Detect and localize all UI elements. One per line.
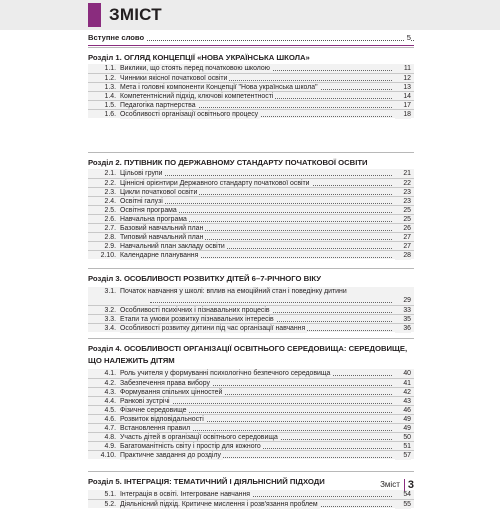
section-title: ОГЛЯД КОНЦЕПЦІЇ «НОВА УКРАЇНСЬКА ШКОЛА» <box>123 53 310 62</box>
toc-entry[interactable] <box>88 378 414 387</box>
entry-page: 13 <box>395 83 411 92</box>
entry-page: 35 <box>395 315 411 324</box>
intro-page: 5 <box>406 33 411 42</box>
section-heading-text <box>88 273 321 284</box>
entry-number: 5.2. <box>104 501 116 508</box>
entry-number: 4.8. <box>104 434 116 441</box>
entry-page: 21 <box>395 169 411 178</box>
entry-title: Мета і головні компоненти Концепції "Нова українська школа" <box>120 84 318 91</box>
toc-entry[interactable] <box>88 241 414 250</box>
entry-title: Участь дітей в організації освітнього середовища <box>120 434 278 441</box>
section-heading-3[interactable] <box>88 268 414 287</box>
entry-title: Діяльнісний підхід. Критичне мислення і розв'язання проблем <box>120 501 318 508</box>
entry-title: Навчальний план закладу освіти <box>120 243 225 250</box>
toc-entry[interactable] <box>88 232 414 241</box>
entry-page: 43 <box>395 397 411 406</box>
section-entries-3 <box>88 287 414 332</box>
entry-number: 4.1. <box>104 370 116 377</box>
toc-entry[interactable] <box>88 499 414 508</box>
entry-number: 2.9. <box>104 243 116 250</box>
toc-entry[interactable] <box>88 396 414 405</box>
section-entries-2 <box>88 169 414 259</box>
toc-entry[interactable] <box>88 64 414 73</box>
section-heading-text <box>88 343 408 367</box>
toc-entry-intro[interactable] <box>88 32 414 44</box>
entry-title: Інтеграція в освіті. Інтегроване навчання <box>120 491 251 498</box>
section-entries-1 <box>88 64 414 118</box>
entry-page: 23 <box>395 197 411 206</box>
toc-entry[interactable] <box>88 405 414 414</box>
toc-entry[interactable] <box>88 169 414 178</box>
toc-entry[interactable] <box>88 187 414 196</box>
entry-number: 3.4. <box>104 325 116 332</box>
toc-entry[interactable] <box>88 250 414 259</box>
entry-title: Чинники якісної початкової освіти <box>120 75 228 82</box>
entry-title: Особливості психічних і пізнавальних процесів <box>120 307 270 314</box>
page-number: 3 <box>407 479 414 491</box>
entry-page: 26 <box>395 224 411 233</box>
entry-title: Освітня програма <box>120 207 177 214</box>
header-accent-block <box>88 3 101 27</box>
entry-page: 36 <box>395 324 411 333</box>
entry-page: 25 <box>395 215 411 224</box>
entry-title: Забезпечення права вибору <box>120 380 210 387</box>
entry-page: 57 <box>395 451 411 460</box>
section-heading-text <box>88 476 325 487</box>
footer-separator <box>404 479 405 491</box>
entry-page: 28 <box>395 251 411 260</box>
toc-entry[interactable] <box>88 205 414 214</box>
entry-number: 2.2. <box>104 180 116 187</box>
section-number: Розділ 4. <box>88 344 122 353</box>
entry-page: 23 <box>395 188 411 197</box>
entry-title: Навчальна програма <box>120 216 187 223</box>
entry-title: Особливості організації освітнього процесу <box>120 111 259 118</box>
entry-number: 4.4. <box>104 398 116 405</box>
entry-number: 1.1. <box>104 65 116 72</box>
entry-number: 2.4. <box>104 198 116 205</box>
section-number: Розділ 5. <box>88 477 122 486</box>
toc-entry[interactable] <box>88 109 414 118</box>
entry-page: 54 <box>395 490 411 499</box>
toc-entry[interactable] <box>88 100 414 109</box>
footer-label: Зміст <box>380 480 400 490</box>
toc-entry[interactable] <box>88 314 414 323</box>
entry-page: 27 <box>395 233 411 242</box>
entry-page: 14 <box>395 92 411 101</box>
entry-page: 49 <box>395 424 411 433</box>
toc-entry[interactable] <box>88 178 414 187</box>
entry-number: 2.10. <box>100 252 116 259</box>
entry-page: 18 <box>395 110 411 119</box>
entry-title: Етапи та умови розвитку пізнавальних інтересів <box>120 316 274 323</box>
page-header <box>0 0 500 30</box>
entry-page: 27 <box>395 242 411 251</box>
entry-title: Ціннісні орієнтири Державного стандарту початкової освіти <box>120 180 310 187</box>
entry-number: 2.3. <box>104 189 116 196</box>
section-heading-5[interactable] <box>88 471 414 490</box>
entry-title: Календарне планування <box>120 252 199 259</box>
toc-entry[interactable] <box>88 387 414 396</box>
entry-title: Встановлення правил <box>120 425 191 432</box>
entry-number: 3.2. <box>104 307 116 314</box>
accent-rule <box>88 45 414 46</box>
entry-number: 4.2. <box>104 380 116 387</box>
section-entries-4 <box>88 369 414 459</box>
entry-title: Цикли початкової освіти <box>120 189 198 196</box>
toc-entry[interactable] <box>88 414 414 423</box>
entry-number: 2.5. <box>104 207 116 214</box>
page-footer <box>380 478 414 492</box>
entry-number: 1.2. <box>104 75 116 82</box>
dot-leader <box>150 302 392 303</box>
entry-title: Особливості розвитку дитини під час організації навчання <box>120 325 306 332</box>
entry-number: 4.10. <box>100 452 116 459</box>
section-number: Розділ 2. <box>88 158 122 167</box>
section-number: Розділ 1. <box>88 53 122 62</box>
toc-entry[interactable] <box>88 305 414 314</box>
entry-page: 12 <box>395 74 411 83</box>
toc-entry[interactable] <box>88 214 414 223</box>
entry-title: Практичне завдання до розділу <box>120 452 221 459</box>
page-title: ЗМІСТ <box>109 5 162 24</box>
entry-number: 4.7. <box>104 425 116 432</box>
entry-number: 4.3. <box>104 389 116 396</box>
entry-page: 49 <box>395 415 411 424</box>
entry-number: 2.7. <box>104 225 116 232</box>
entry-number: 3.3. <box>104 316 116 323</box>
entry-page: 55 <box>395 500 411 509</box>
entry-title: Фізичне середовище <box>120 407 187 414</box>
entry-title: Формування спільних цінностей <box>120 389 223 396</box>
toc-entry[interactable] <box>88 287 414 305</box>
toc-entry[interactable] <box>88 369 414 378</box>
toc-entry[interactable] <box>88 432 414 441</box>
entry-page: 46 <box>395 406 411 415</box>
section-heading-2[interactable] <box>88 152 414 169</box>
entry-page: 42 <box>395 388 411 397</box>
entry-title: Роль учителя у формуванні психологічно безпечного середовища <box>120 370 331 377</box>
entry-page: 33 <box>395 306 411 315</box>
entry-title: Педагогіка партнерства <box>120 102 196 109</box>
entry-number: 5.1. <box>104 491 116 498</box>
section-heading-text <box>88 52 310 63</box>
entry-title: Розвиток відповідальності <box>120 416 204 423</box>
entry-page: 11 <box>395 64 411 73</box>
section-heading-4[interactable] <box>88 338 414 369</box>
entry-title: Освітні галузі <box>120 198 163 205</box>
toc-entry[interactable] <box>88 423 414 432</box>
entry-number: 4.5. <box>104 407 116 414</box>
entry-page: 51 <box>395 442 411 451</box>
entry-title: Початок навчання у школі: вплив на емоційний стан і поведінку дитини <box>120 288 347 295</box>
section-title: ОСОБЛИВОСТІ ОРГАНІЗАЦІЇ ОСВІТНЬОГО СЕРЕДОВИЩА: СЕРЕДОВИЩЕ, ЩО НАЛЕЖИТЬ ДІТЯМ <box>88 344 408 365</box>
toc-entry[interactable] <box>88 323 414 332</box>
entry-title: Цільові групи <box>120 170 163 177</box>
entry-number: 2.1. <box>104 170 116 177</box>
entry-number: 1.6. <box>104 111 116 118</box>
entry-number: 4.9. <box>104 443 116 450</box>
entry-number: 3.1. <box>104 288 116 295</box>
entry-number: 1.5. <box>104 102 116 109</box>
toc-entry[interactable] <box>88 73 414 82</box>
entry-title: Базовий навчальний план <box>120 225 204 232</box>
entry-page: 50 <box>395 433 411 442</box>
intro-label: Вступне слово <box>88 33 145 42</box>
header-bar <box>0 0 500 30</box>
toc-entry[interactable] <box>88 441 414 450</box>
section-number: Розділ 3. <box>88 274 122 283</box>
toc-entry[interactable] <box>88 490 414 499</box>
entry-title: Ранкові зустрічі <box>120 398 170 405</box>
section-title: ОСОБЛИВОСТІ РОЗВИТКУ ДІТЕЙ 6–7-РІЧНОГО ВІКУ <box>123 274 321 283</box>
section-title: ІНТЕГРАЦІЯ: ТЕМАТИЧНИЙ І ДІЯЛЬНІСНИЙ ПІДХОДИ <box>123 477 325 486</box>
entry-title: Виклики, що стоять перед початковою школою <box>120 65 270 72</box>
entry-title: Типовий навчальний план <box>120 234 204 241</box>
section-entries-5 <box>88 490 414 508</box>
toc-entry[interactable] <box>88 196 414 205</box>
entry-number: 1.3. <box>104 84 116 91</box>
entry-title: Багатоманітність світу і простір для кожного <box>120 443 261 450</box>
entry-page: 22 <box>395 179 411 188</box>
entry-title: Компетентнісний підхід, ключові компетентності <box>120 93 274 100</box>
section-title: ПУТІВНИК ПО ДЕРЖАВНОМУ СТАНДАРТУ ПОЧАТКОВОЇ ОСВІТИ <box>123 158 368 167</box>
entry-page: 40 <box>395 369 411 378</box>
entry-page: 17 <box>395 101 411 110</box>
toc-entry[interactable] <box>88 450 414 459</box>
toc-entry[interactable] <box>88 82 414 91</box>
entry-page: 25 <box>395 206 411 215</box>
entry-page: 41 <box>395 379 411 388</box>
toc-entry[interactable] <box>88 223 414 232</box>
entry-number: 2.6. <box>104 216 116 223</box>
toc-entry[interactable] <box>88 91 414 100</box>
entry-number: 1.4. <box>104 93 116 100</box>
entry-page: 29 <box>395 296 411 305</box>
entry-number: 4.6. <box>104 416 116 423</box>
entry-number: 2.8. <box>104 234 116 241</box>
section-heading-1[interactable] <box>88 47 414 64</box>
section-heading-text <box>88 157 368 168</box>
